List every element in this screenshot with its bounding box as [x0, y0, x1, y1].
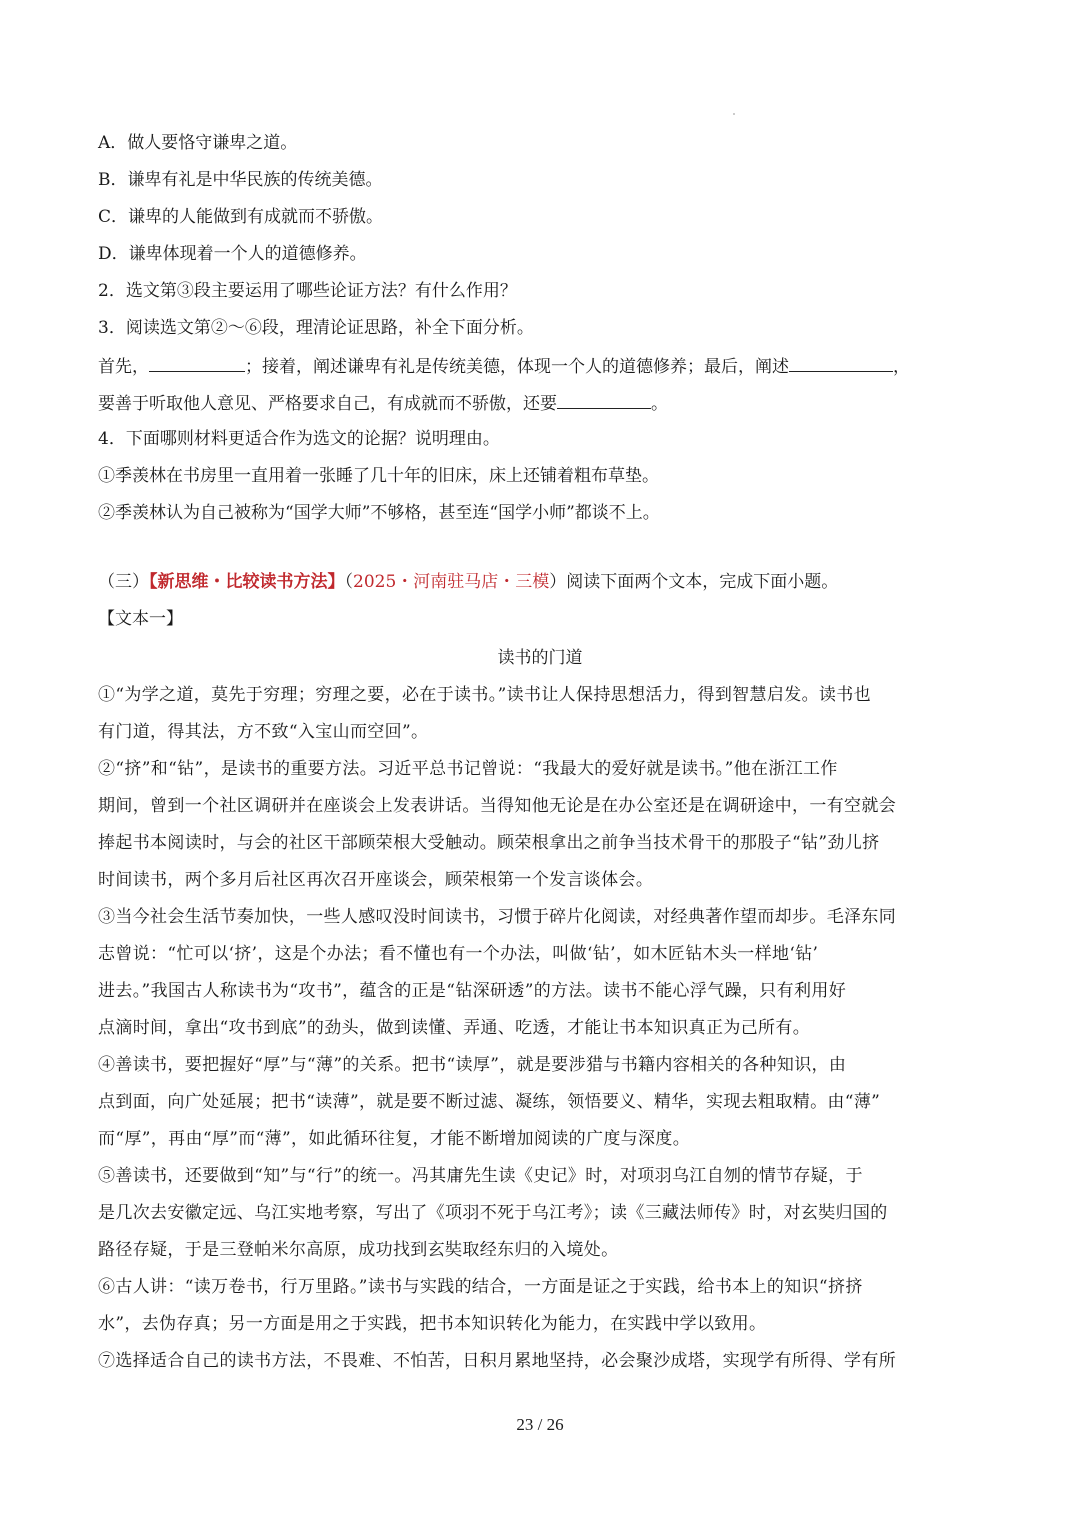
section-instruction: 阅读下面两个文本，完成下面小题。	[566, 572, 839, 592]
article-line: ⑦选择适合自己的读书方法，不畏难、不怕苦，日积月累地坚持，必会聚沙成塔，实现学有所得、学有所	[98, 1351, 897, 1371]
analysis-line-2	[98, 390, 978, 416]
option-a: A．做人要恪守谦卑之道。	[98, 133, 298, 153]
analysis-line-1	[98, 353, 978, 379]
section-source: 2025・河南驻马店・三模	[353, 572, 550, 592]
question-2: 2．选文第③段主要运用了哪些论证方法？有什么作用？	[98, 281, 517, 301]
section-prefix: （三）	[98, 572, 149, 592]
question-4: 4．下面哪则材料更适合作为选文的论据？说明理由。	[98, 429, 500, 449]
section-3-heading	[98, 570, 978, 594]
article-line: ⑤善读书，还要做到“知”与“行”的统一。冯其庸先生读《史记》时，对项羽乌江自刎的情节存疑，于	[98, 1166, 863, 1186]
article-line: 水”，去伪存真；另一方面是用之于实践，把书本知识转化为能力，在实践中学以致用。	[98, 1314, 767, 1334]
source-open: （	[344, 572, 353, 592]
article-line: 点滴时间，拿出“攻书到底”的劲头，做到读懂、弄通、吃透，才能让书本知识真正为己所有。	[98, 1018, 811, 1038]
option-d: D．谦卑体现着一个人的道德修养。	[98, 244, 367, 264]
article-line: 而“厚”，再由“厚”而“薄”，如此循环往复，才能不断增加阅读的广度与深度。	[98, 1129, 691, 1149]
analysis-period: 。	[651, 394, 668, 414]
article-line: 志曾说：“忙可以‘挤’，这是个办法；看不懂也有一个办法，叫做‘钻’，如木匠钻木头一样地‘钻’	[98, 944, 819, 964]
option-c: C．谦卑的人能做到有成就而不骄傲。	[98, 207, 384, 227]
article-line: ①“为学之道，莫先于穷理；穷理之要，必在于读书。”读书让人保持思想活力，得到智慧启发。读书也	[98, 685, 871, 705]
article-line: 时间读书，两个多月后社区再次召开座谈会，顾荣根第一个发言谈体会。	[98, 870, 654, 890]
question-3: 3．阅读选文第②～⑥段，理清论证思路，补全下面分析。	[98, 318, 534, 338]
analysis-comma: ，	[893, 357, 910, 377]
article-line: 捧起书本阅读时，与会的社区干部顾荣根大受触动。顾荣根拿出之前争当技术骨干的那股子“钻”劲儿挤	[98, 833, 880, 853]
option-b: B．谦卑有礼是中华民族的传统美德。	[98, 170, 383, 190]
page-number: 23 / 26	[516, 1415, 564, 1434]
article-line: ②“挤”和“钻”，是读书的重要方法。习近平总书记曾说：“我最大的爱好就是读书。”他在浙江工作	[98, 759, 838, 779]
analysis-first: 首先，	[98, 357, 149, 377]
article-line: 期间，曾到一个社区调研并在座谈会上发表讲话。当得知他无论是在办公室还是在调研途中，一有空就会	[98, 796, 897, 816]
material-2: ②季羡林认为自己被称为“国学大师”不够格，甚至连“国学小师”都谈不上。	[98, 503, 660, 523]
analysis-last: 要善于听取他人意见、严格要求自己，有成就而不骄傲，还要	[98, 394, 557, 414]
article-line: ④善读书，要把握好“厚”与“薄”的关系。把书“读厚”，就是要涉猎与书籍内容相关的各种知识，由	[98, 1055, 847, 1075]
answer-blank-2	[789, 353, 893, 372]
article-title: 读书的门道	[497, 648, 583, 668]
scan-speck	[733, 113, 735, 115]
article-line: ③当今社会生活节奏加快，一些人感叹没时间读书，习惯于碎片化阅读，对经典著作望而却步。毛泽东同	[98, 907, 897, 927]
section-tag: 【新思维・比较读书方法】	[149, 572, 345, 592]
text-1-label: 【文本一】	[98, 609, 183, 629]
answer-blank-1	[149, 353, 245, 372]
article-line: 是几次去安徽定远、乌江实地考察，写出了《项羽不死于乌江考》；读《三藏法师传》时，对玄奘归国的	[98, 1203, 888, 1223]
analysis-middle: ；接着，阐述谦卑有礼是传统美德，体现一个人的道德修养；最后，阐述	[245, 357, 789, 377]
article-line: 进去。”我国古人称读书为“攻书”，蕴含的正是“钻深研透”的方法。读书不能心浮气躁，只有利用好	[98, 981, 847, 1001]
article-line: ⑥古人讲：“读万卷书，行万里路。”读书与实践的结合，一方面是证之于实践，给书本上的知识“挤挤	[98, 1277, 863, 1297]
article-line: 点到面，向广处延展；把书“读薄”，就是要不断过滤、凝练，领悟要义、精华，实现去粗取精。由“薄”	[98, 1092, 881, 1112]
material-1: ①季羡林在书房里一直用着一张睡了几十年的旧床，床上还铺着粗布草垫。	[98, 466, 659, 486]
article-line: 有门道，得其法，方不致“入宝山而空回”。	[98, 722, 429, 742]
answer-blank-3	[557, 390, 651, 409]
article-line: 路径存疑，于是三登帕米尔高原，成功找到玄奘取经东归的入境处。	[98, 1240, 619, 1260]
source-close: ）	[549, 572, 567, 592]
